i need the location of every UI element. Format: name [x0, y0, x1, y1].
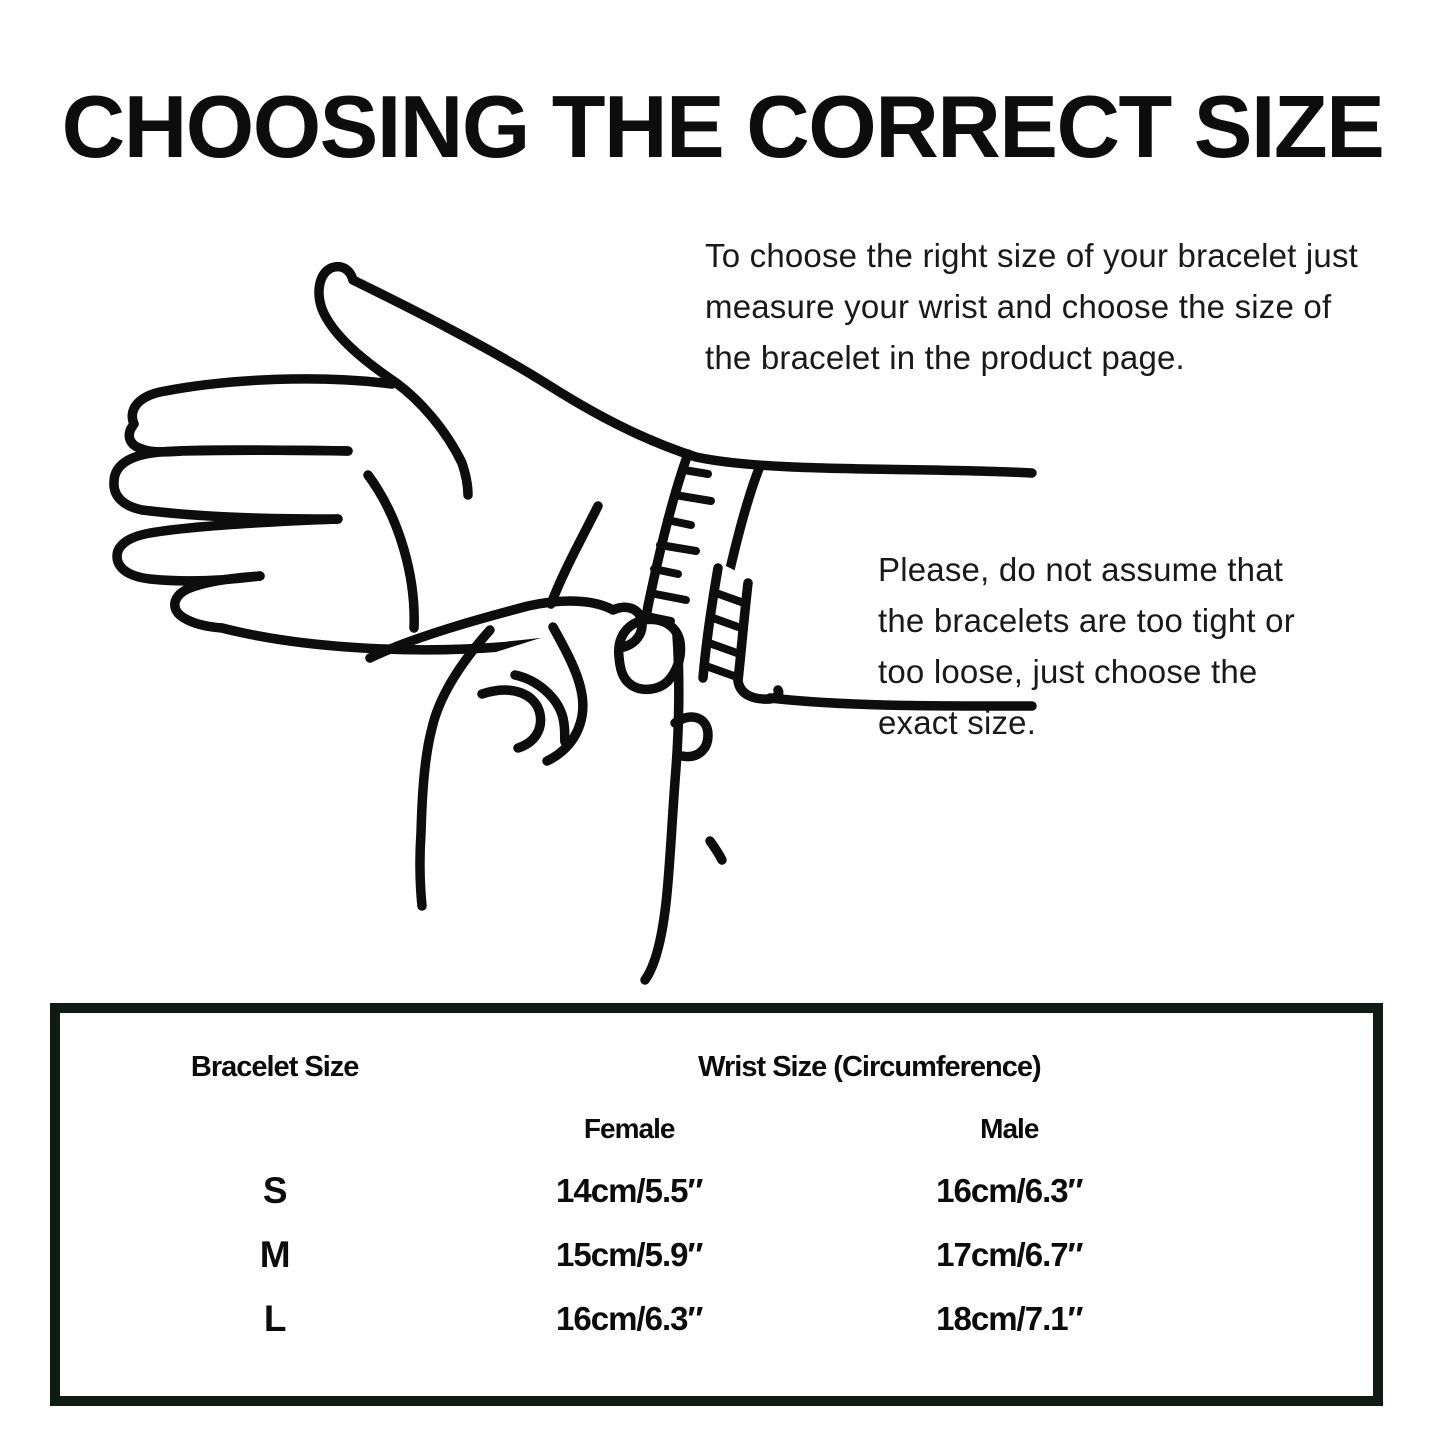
- bracelet-size-header: Bracelet Size: [190, 1050, 359, 1083]
- table-row: [60, 1287, 1373, 1351]
- page-title: CHOOSING THE CORRECT SIZE: [61, 77, 1384, 176]
- open-hand: [114, 267, 642, 650]
- size-label: M: [259, 1234, 290, 1275]
- female-column-header: Female: [583, 1113, 675, 1144]
- size-label: S: [262, 1170, 287, 1211]
- table-row: [60, 1223, 1373, 1287]
- note-paragraph: Please, do not assume that the bracelets are too tight or too loose, just choose the exact size.: [878, 551, 1295, 741]
- intro-paragraph: To choose the right size of your bracelet just measure your wrist and choose the size of the bracelet in the product page.: [705, 237, 1359, 376]
- wrist-size-header: Wrist Size (Circumference): [698, 1050, 1041, 1083]
- male-value: 18cm/7.1″: [936, 1300, 1083, 1337]
- male-column-header: Male: [980, 1113, 1039, 1144]
- wrist-measurement-illustration-icon: [70, 238, 1060, 1013]
- female-value: 16cm/6.3″: [556, 1300, 703, 1337]
- size-table: [50, 1003, 1383, 1406]
- male-value: 17cm/6.7″: [936, 1236, 1083, 1273]
- forearm-bottom-line: [770, 698, 1032, 706]
- female-value: 15cm/5.9″: [556, 1236, 703, 1273]
- size-label: L: [263, 1298, 286, 1339]
- female-value: 14cm/5.5″: [556, 1172, 703, 1209]
- male-value: 16cm/6.3″: [936, 1172, 1083, 1209]
- table-row: [60, 1159, 1373, 1223]
- measuring-hand: [370, 601, 722, 980]
